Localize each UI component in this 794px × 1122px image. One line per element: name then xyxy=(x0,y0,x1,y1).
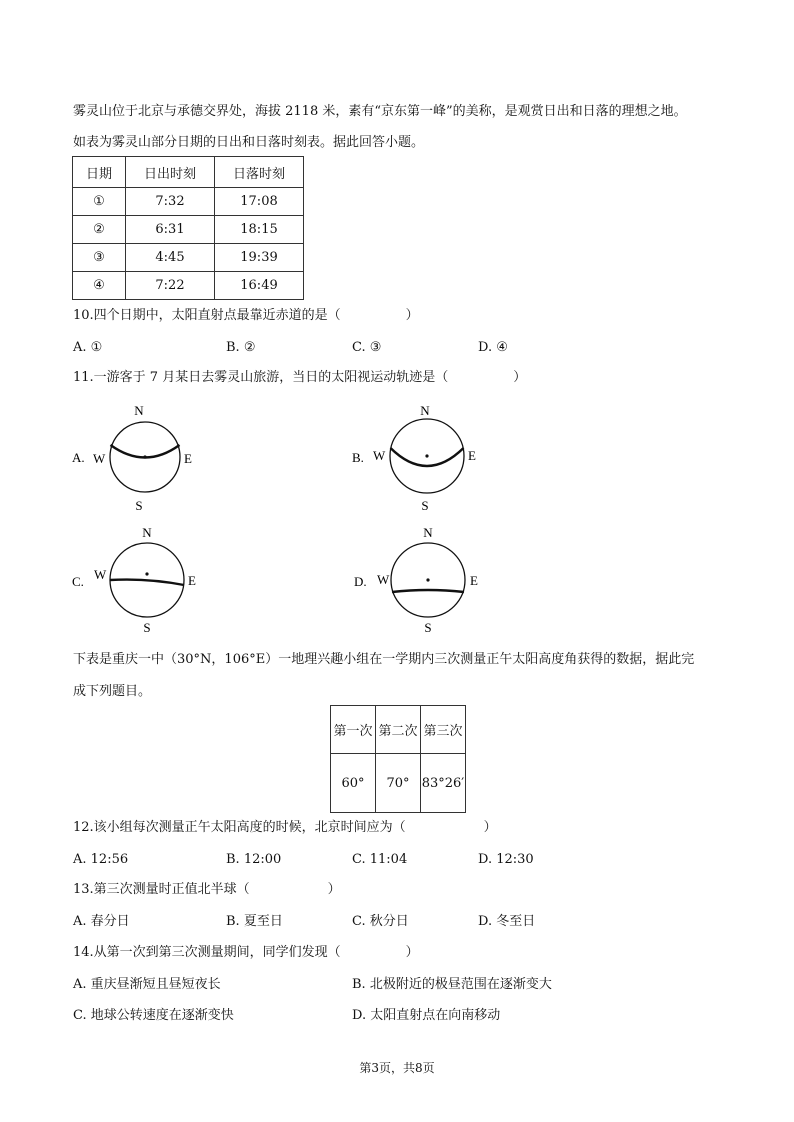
sun-path-line xyxy=(110,580,184,585)
intro2-line-1: 下表是重庆一中（30°N，106°E）一地理兴趣小组在一学期内三次测量正午太阳高度角获得的数据，据此完 xyxy=(73,652,695,667)
q10-option-b[interactable]: B. ② xyxy=(226,340,256,355)
intro2-line-2: 成下列题目。 xyxy=(73,684,152,699)
q14-option-c[interactable]: C. 地球公转速度在逐渐变快 xyxy=(73,1008,234,1023)
east-label: E xyxy=(184,451,192,466)
observer-dot xyxy=(425,454,428,457)
intro-line-2: 如表为雾灵山部分日期的日出和日落时刻表。据此回答小题。 xyxy=(73,135,425,150)
table-cell: 7:22 xyxy=(126,272,215,300)
table-cell: ④ xyxy=(73,272,126,300)
table-header-cell: 日出时刻 xyxy=(126,157,215,188)
table-cell: 19:39 xyxy=(215,244,304,272)
observer-dot xyxy=(426,578,429,581)
table-row xyxy=(73,216,304,244)
q12-option-c[interactable]: C. 11:04 xyxy=(352,852,408,867)
table-row xyxy=(73,244,304,272)
table-cell: ① xyxy=(73,188,126,216)
table-cell: 4:45 xyxy=(126,244,215,272)
east-label: E xyxy=(468,448,476,463)
q12-option-d[interactable]: D. 12:30 xyxy=(478,852,534,867)
west-label: W xyxy=(93,451,106,466)
diagram-a-sun-path[interactable] xyxy=(68,400,198,515)
q13-option-a[interactable]: A. 春分日 xyxy=(73,914,130,929)
question-12-stem: 12.该小组每次测量正午太阳高度的时候，北京时间应为（ ） xyxy=(73,820,497,835)
west-label: W xyxy=(94,567,107,582)
noon-sun-angle-table xyxy=(330,705,466,813)
south-label: S xyxy=(424,620,432,635)
q10-option-d[interactable]: D. ④ xyxy=(478,340,508,355)
table-cell: 18:15 xyxy=(215,216,304,244)
sunrise-sunset-table xyxy=(72,156,304,300)
east-label: E xyxy=(188,573,196,588)
west-label: W xyxy=(373,448,386,463)
observer-dot xyxy=(145,572,148,575)
table-header-row xyxy=(73,157,304,188)
sun-path-line xyxy=(392,590,464,592)
east-label: E xyxy=(470,573,478,588)
q14-option-d[interactable]: D. 太阳直射点在向南移动 xyxy=(352,1008,501,1023)
table-cell: 70° xyxy=(376,754,421,813)
q14-option-b[interactable]: B. 北极附近的极昼范围在逐渐变大 xyxy=(352,977,552,992)
question-14-stem: 14.从第一次到第三次测量期间，同学们发现（ ） xyxy=(73,945,419,960)
q10-option-c[interactable]: C. ③ xyxy=(352,340,382,355)
table-cell: 7:32 xyxy=(126,188,215,216)
table-row xyxy=(331,754,466,813)
table-header-cell: 第一次 xyxy=(331,706,376,754)
north-label: N xyxy=(134,403,144,418)
south-label: S xyxy=(421,498,429,513)
q10-option-a[interactable]: A. ① xyxy=(73,340,103,355)
table-header-cell: 日落时刻 xyxy=(215,157,304,188)
table-header-cell: 日期 xyxy=(73,157,126,188)
table-header-row xyxy=(331,706,466,754)
q13-option-b[interactable]: B. 夏至日 xyxy=(226,914,283,929)
table-cell: ③ xyxy=(73,244,126,272)
option-label: C. xyxy=(72,574,84,589)
page-footer: 第3页，共8页 xyxy=(359,1061,435,1075)
table-header-cell: 第二次 xyxy=(376,706,421,754)
q14-option-a[interactable]: A. 重庆昼渐短且昼短夜长 xyxy=(73,977,221,992)
south-label: S xyxy=(135,498,143,513)
table-cell: 16:49 xyxy=(215,272,304,300)
table-header-cell: 第三次 xyxy=(421,706,466,754)
observer-dot xyxy=(143,455,146,458)
table-row xyxy=(73,272,304,300)
diagram-b-sun-path[interactable] xyxy=(348,400,488,515)
option-label: B. xyxy=(352,450,364,465)
question-11-stem: 11.一游客于 7 月某日去雾灵山旅游，当日的太阳视运动轨迹是（ ） xyxy=(73,370,527,385)
table-cell: 60° xyxy=(331,754,376,813)
west-label: W xyxy=(377,572,390,587)
table-cell: 83°26′ xyxy=(421,754,466,813)
q13-option-d[interactable]: D. 冬至日 xyxy=(478,914,536,929)
north-label: N xyxy=(423,525,433,540)
south-label: S xyxy=(143,620,151,635)
table-cell: ② xyxy=(73,216,126,244)
diagram-d-sun-path[interactable] xyxy=(348,522,488,637)
option-label: A. xyxy=(72,450,85,465)
intro-line-1: 雾灵山位于北京与承德交界处，海拔 2118 米，素有“京东第一峰”的美称，是观赏日出和日落的理想之地。 xyxy=(73,104,687,119)
q13-option-c[interactable]: C. 秋分日 xyxy=(352,914,409,929)
north-label: N xyxy=(142,525,152,540)
question-10-stem: 10.四个日期中，太阳直射点最靠近赤道的是（ ） xyxy=(73,308,419,323)
north-label: N xyxy=(420,403,430,418)
table-cell: 17:08 xyxy=(215,188,304,216)
question-13-stem: 13.第三次测量时正值北半球（ ） xyxy=(73,882,341,897)
table-row xyxy=(73,188,304,216)
q12-option-b[interactable]: B. 12:00 xyxy=(226,852,282,867)
q12-option-a[interactable]: A. 12:56 xyxy=(73,852,129,867)
diagram-c-sun-path[interactable] xyxy=(68,522,208,637)
option-label: D. xyxy=(354,574,367,589)
table-cell: 6:31 xyxy=(126,216,215,244)
